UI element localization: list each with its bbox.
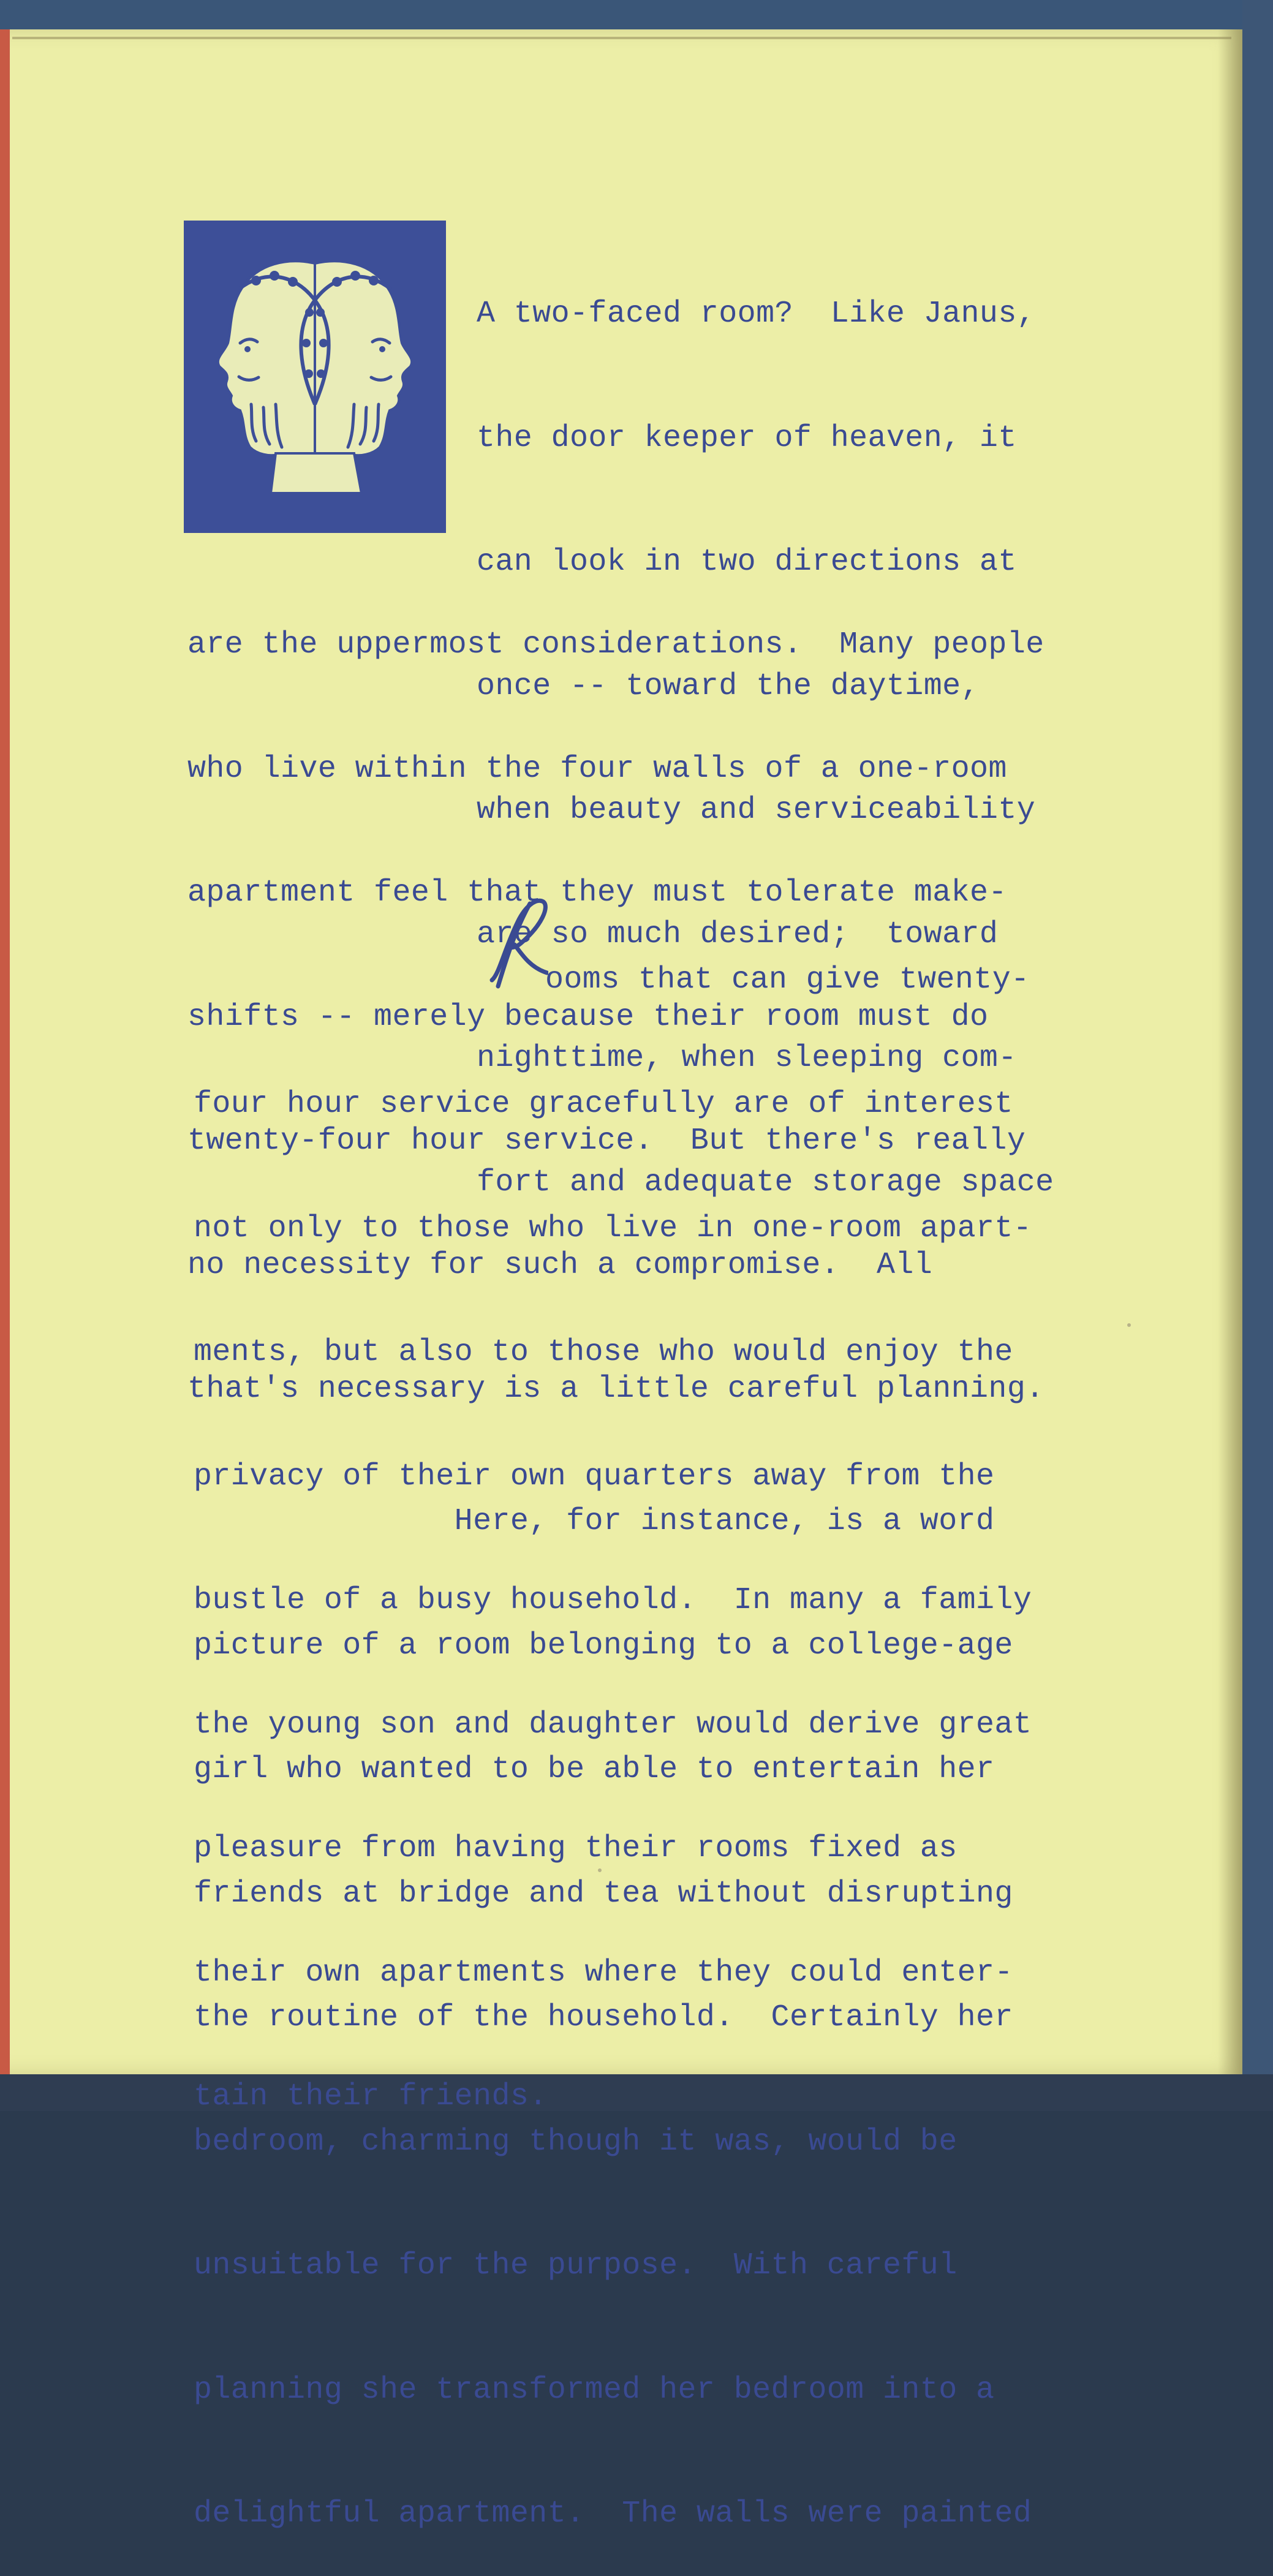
paper-speck xyxy=(598,1868,602,1872)
text-line: when beauty and serviceability xyxy=(477,793,1036,828)
text-line: that's necessary is a little careful planning. xyxy=(187,1372,1044,1407)
text-line: tain their friends. xyxy=(194,2079,548,2114)
text-line: A two-faced room? Like Janus, xyxy=(477,297,1036,331)
text-line: nighttime, when sleeping com- xyxy=(477,1041,1017,1076)
text-line: privacy of their own quarters away from the xyxy=(194,1459,995,1494)
text-line: planning she transformed her bedroom into a xyxy=(194,2372,995,2408)
text-line: the young son and daughter would derive great xyxy=(194,1707,1032,1742)
text-line: no necessity for such a compromise. All xyxy=(187,1247,933,1283)
text-line: the door keeper of heaven, it xyxy=(477,420,1017,456)
text-line: bustle of a busy household. In many a family xyxy=(194,1583,1032,1618)
text-line: can look in two directions at xyxy=(477,545,1017,580)
text-line: unsuitable for the purpose. With careful xyxy=(194,2248,958,2283)
text-line: four hour service gracefully are of interest xyxy=(194,1087,1013,1122)
text-line: are so much desired; toward xyxy=(477,916,999,952)
text-line: not only to those who live in one-room apart- xyxy=(194,1211,1032,1246)
text-line: bedroom, charming though it was, would be xyxy=(194,2124,958,2159)
text-line: shifts -- merely because their room must do xyxy=(187,999,989,1035)
text-line: ments, but also to those who would enjoy the xyxy=(194,1335,1013,1370)
text-line: pleasure from having their rooms fixed as xyxy=(194,1831,958,1866)
text-line: picture of a room belonging to a college-age xyxy=(194,1628,1013,1663)
text-line: Here, for instance, is a word xyxy=(194,1504,995,1539)
text-line: twenty-four hour service. But there's really xyxy=(187,1124,1026,1158)
text-line: delightful apartment. The walls were painted xyxy=(194,2496,1032,2531)
script-letter-R-drop-cap xyxy=(487,888,548,995)
text-line: once -- toward the daytime, xyxy=(477,668,980,704)
text-line: apartment feel that they must tolerate make- xyxy=(187,875,1007,910)
paragraph-3-lines xyxy=(194,1418,1032,2576)
paragraph-2-first-line: ooms that can give twenty- xyxy=(545,962,1030,997)
book-cover-right xyxy=(1242,0,1273,2111)
text-line: girl who wanted to be able to entertain her xyxy=(194,1752,995,1787)
text-line: are the uppermost considerations. Many people xyxy=(187,627,1044,662)
text-line: friends at bridge and tea without disrupting xyxy=(194,1876,1013,1911)
page-top-edge xyxy=(12,37,1231,39)
text-line: who live within the four walls of a one-room xyxy=(187,751,1007,787)
janus-two-faced-head-illustration xyxy=(184,221,446,533)
text-line: the routine of the household. Certainly her xyxy=(194,2000,1013,2035)
page-gutter-shadow xyxy=(1218,29,1242,2074)
text-line: their own apartments where they could enter- xyxy=(194,1955,1013,1990)
page-red-edge xyxy=(0,29,10,2074)
text-line: fort and adequate storage space xyxy=(477,1165,1054,1200)
paper-speck xyxy=(1127,1323,1131,1327)
